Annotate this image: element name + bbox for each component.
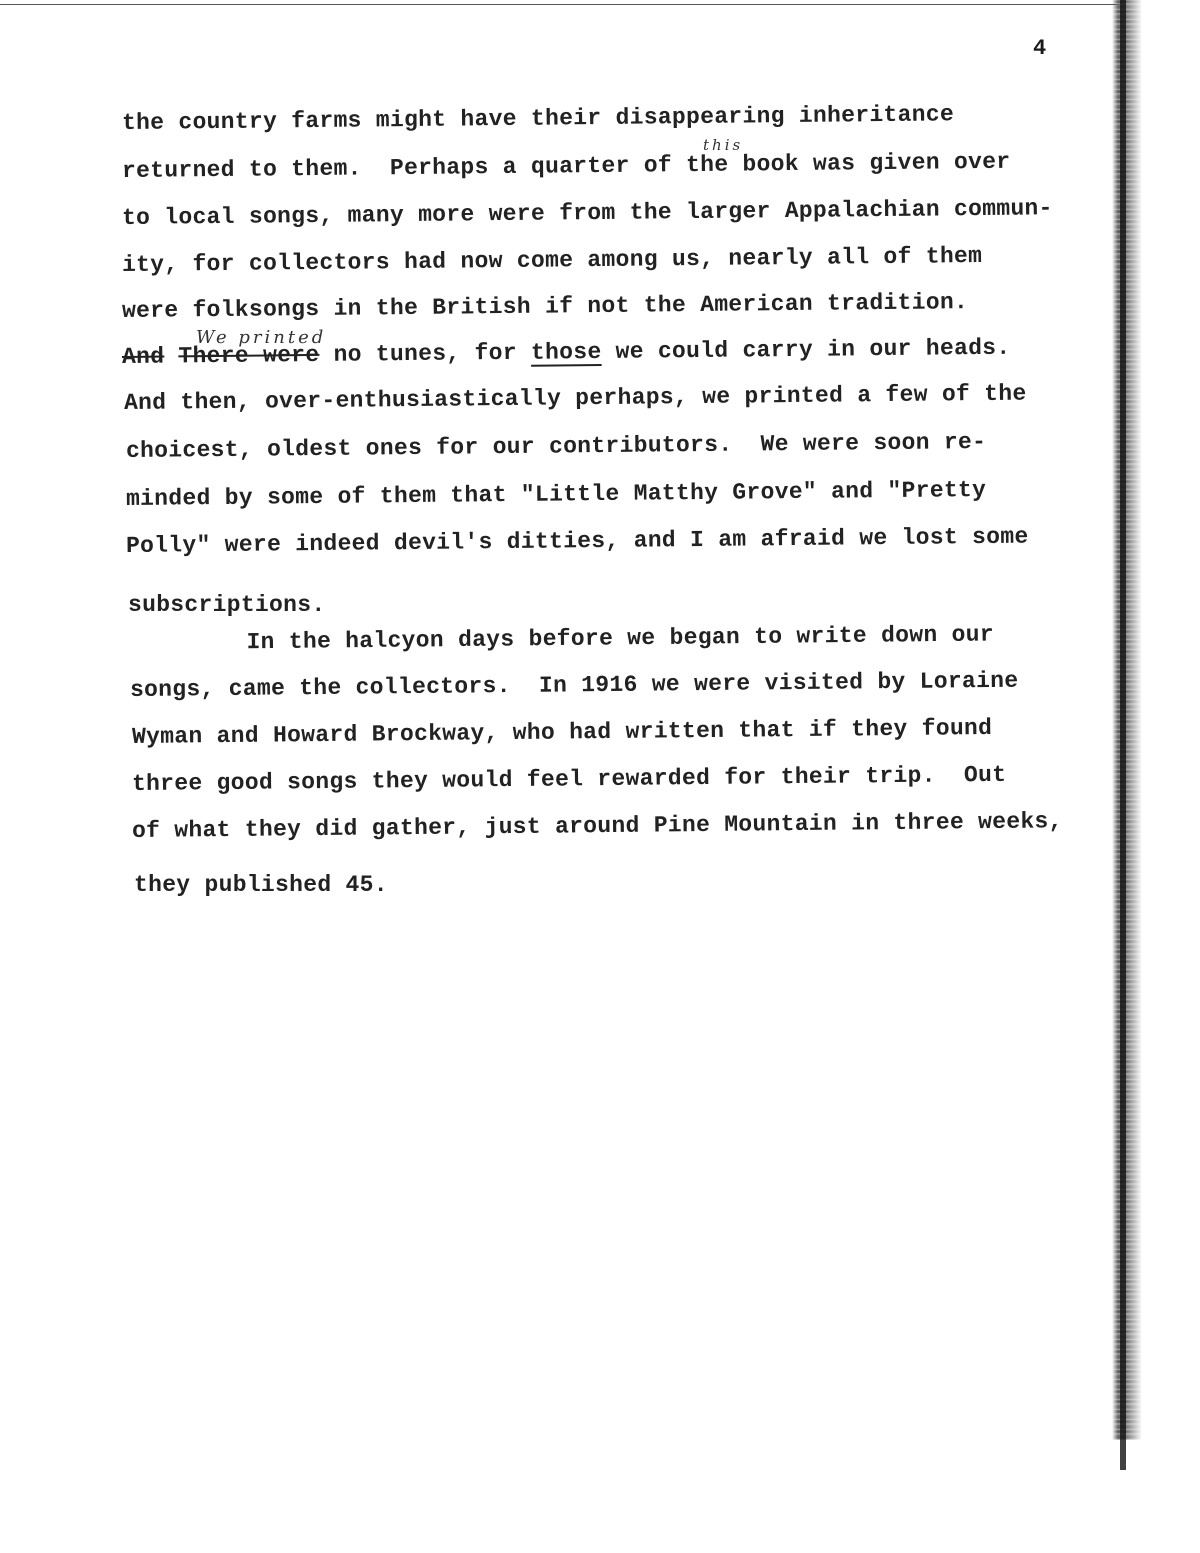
text-line: to local songs, many more were from the larger Appalachian commun- [121, 195, 1053, 231]
text-line: In the halcyon days before we began to write down our [175, 621, 995, 656]
text-segment: we could carry in our heads. [601, 334, 1011, 365]
text-line: songs, came the collectors. In 1916 we were visited by Loraine [129, 667, 1019, 703]
text-line: three good songs they would feel rewarded for their trip. Out [131, 761, 1007, 797]
scan-right-edge-line [1120, 0, 1126, 1470]
text-line: minded by some of them that "Little Matthy Grove" and "Pretty [125, 476, 987, 512]
scan-top-edge [0, 4, 1120, 5]
text-line: ity, for collectors had now come among us, nearly all of them [121, 242, 983, 278]
struck-words: There were [178, 341, 320, 370]
handwritten-insertion-we-printed: We printed [196, 327, 327, 348]
text-line: were folksongs in the British if not the American tradition. [121, 289, 969, 324]
page-number: 4 [1033, 36, 1047, 61]
struck-word: And [121, 343, 165, 370]
text-line: Wyman and Howard Brockway, who had written that if they found [131, 714, 993, 750]
text-line: Polly" were indeed devil's ditties, and I am afraid we lost some [125, 523, 1029, 559]
text-line: And then, over-enthusiastically perhaps, we printed a few of the [123, 380, 1027, 416]
handwritten-insertion-this: this [703, 136, 744, 154]
text-line: the country farms might have their disappearing inheritance [121, 101, 955, 136]
underlined-word: those [530, 338, 602, 366]
text-line: they published 45. [134, 872, 388, 898]
text-segment: no tunes, for [319, 339, 532, 368]
scan-right-edge-shadow [1112, 0, 1142, 1440]
text-line: returned to them. Perhaps a quarter of the book was given over [121, 148, 1011, 184]
text-line: subscriptions. [128, 592, 326, 618]
text-line: choicest, oldest ones for our contributors. We were soon re- [125, 428, 987, 464]
text-line: of what they did gather, just around Pine Mountain in three weeks, [131, 808, 1063, 844]
